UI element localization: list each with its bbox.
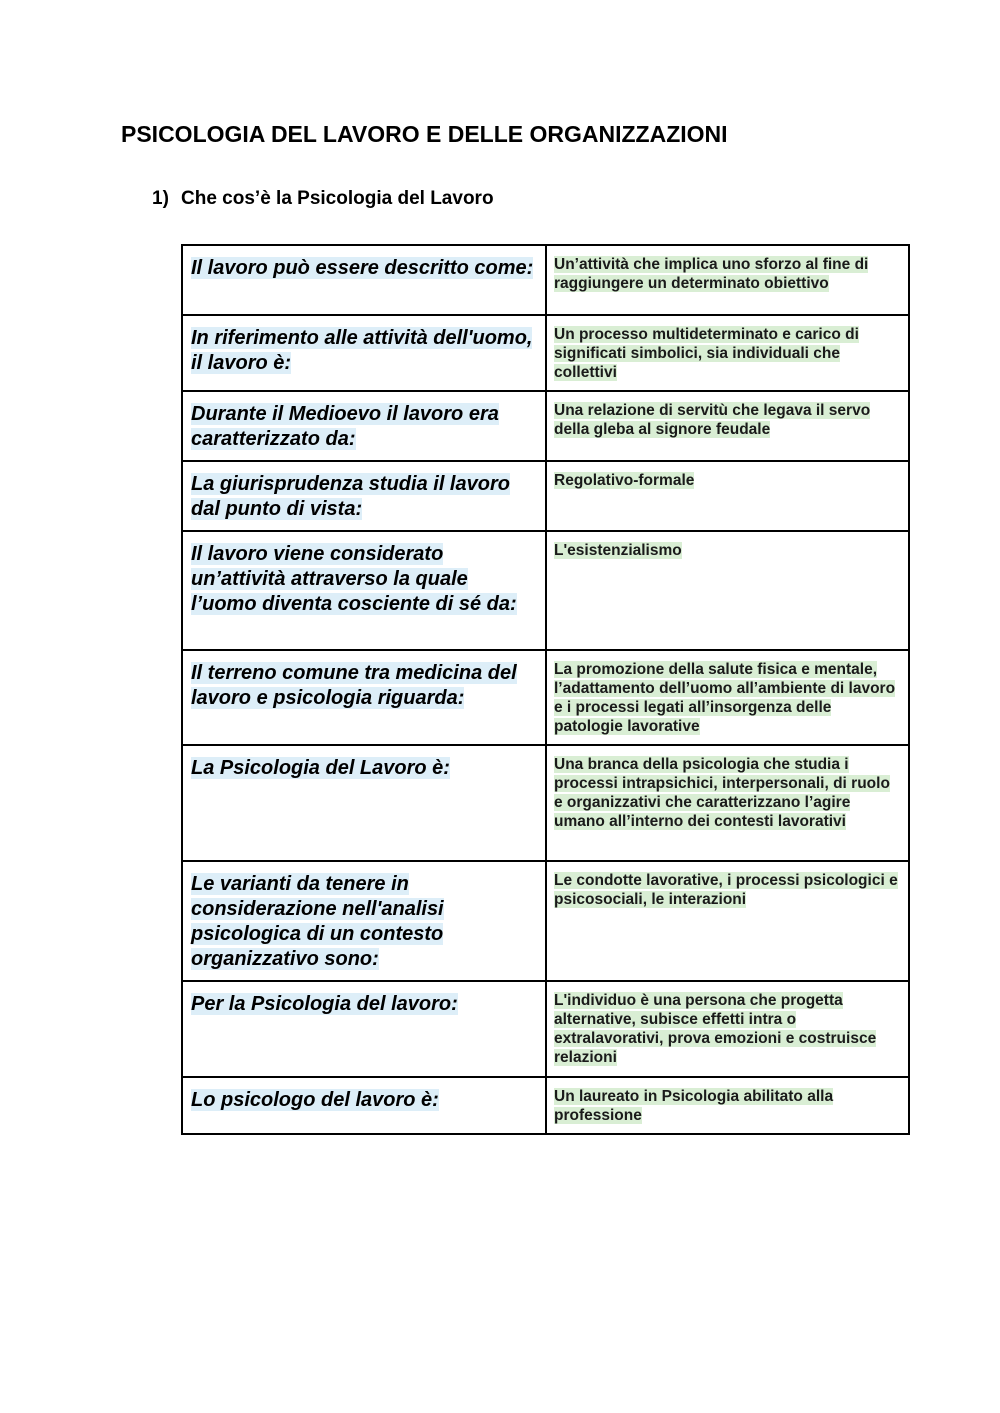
question-cell [182, 861, 546, 981]
answer-cell [546, 315, 909, 391]
question-cell [182, 245, 546, 315]
question-text: Lo psicologo del lavoro è: [191, 1089, 439, 1111]
answer-text: La promozione della salute fisica e mentale, l’adattamento dell’uomo all’ambiente di lavoro e i processi legati all’insorgenza delle patologie lavorative [554, 661, 896, 735]
question-text: Le varianti da tenere in considerazione nell'analisi psicologica di un contesto organizzativo sono: [191, 873, 444, 970]
table-row [182, 981, 909, 1077]
answer-cell [546, 745, 909, 861]
answer-cell [546, 391, 909, 461]
question-cell [182, 531, 546, 650]
section-label: Che cos’è la Psicologia del Lavoro [181, 188, 494, 209]
answer-cell [546, 531, 909, 650]
table-row [182, 461, 909, 531]
answer-cell [546, 245, 909, 315]
section-heading [152, 188, 494, 210]
answer-text: L'individuo è una persona che progetta alternative, subisce effetti intra o extralavorativi, prova emozioni e costruisce relazioni [554, 992, 877, 1066]
answer-cell [546, 981, 909, 1077]
answer-text: Un’attività che implica uno sforzo al fine di raggiungere un determinato obiettivo [554, 256, 869, 292]
question-cell [182, 745, 546, 861]
question-text: Il terreno comune tra medicina del lavoro e psicologia riguarda: [191, 662, 517, 709]
answer-text: Una branca della psicologia che studia i processi intrapsichici, interpersonali, di ruolo e organizzativi che caratterizzano l’agire umano all’interno dei contesti lavorativi [554, 756, 890, 830]
answer-text: Le condotte lavorative, i processi psicologici e psicosociali, le interazioni [554, 872, 898, 908]
table-row [182, 650, 909, 745]
answer-text: L'esistenzialismo [554, 542, 682, 559]
answer-cell [546, 1077, 909, 1134]
question-text: La giurisprudenza studia il lavoro dal punto di vista: [191, 473, 510, 520]
section-number: 1) [152, 188, 169, 209]
answer-text: Un laureato in Psicologia abilitato alla professione [554, 1088, 834, 1124]
question-text: Il lavoro viene considerato un’attività attraverso la quale l’uomo diventa cosciente di sé da: [191, 543, 517, 615]
answer-cell [546, 461, 909, 531]
answer-text: Un processo multideterminato e carico di significati simbolici, sia individuali che collettivi [554, 326, 859, 381]
answer-cell [546, 861, 909, 981]
question-text: Durante il Medioevo il lavoro era caratterizzato da: [191, 403, 499, 450]
question-cell [182, 650, 546, 745]
table-row [182, 315, 909, 391]
question-cell [182, 1077, 546, 1134]
table-row [182, 245, 909, 315]
document-title: PSICOLOGIA DEL LAVORO E DELLE ORGANIZZAZIONI [121, 121, 728, 147]
table-row [182, 1077, 909, 1134]
question-text: La Psicologia del Lavoro è: [191, 757, 450, 779]
answer-text: Regolativo-formale [554, 472, 695, 489]
answer-cell [546, 650, 909, 745]
question-text: In riferimento alle attività dell'uomo, il lavoro è: [191, 327, 533, 374]
question-cell [182, 461, 546, 531]
table-row [182, 861, 909, 981]
question-cell [182, 391, 546, 461]
question-text: Il lavoro può essere descritto come: [191, 257, 534, 279]
qa-table [181, 244, 910, 1135]
question-cell [182, 315, 546, 391]
table-row [182, 531, 909, 650]
question-cell [182, 981, 546, 1077]
table-row [182, 745, 909, 861]
question-text: Per la Psicologia del lavoro: [191, 993, 458, 1015]
answer-text: Una relazione di servitù che legava il servo della gleba al signore feudale [554, 402, 871, 438]
table-row [182, 391, 909, 461]
